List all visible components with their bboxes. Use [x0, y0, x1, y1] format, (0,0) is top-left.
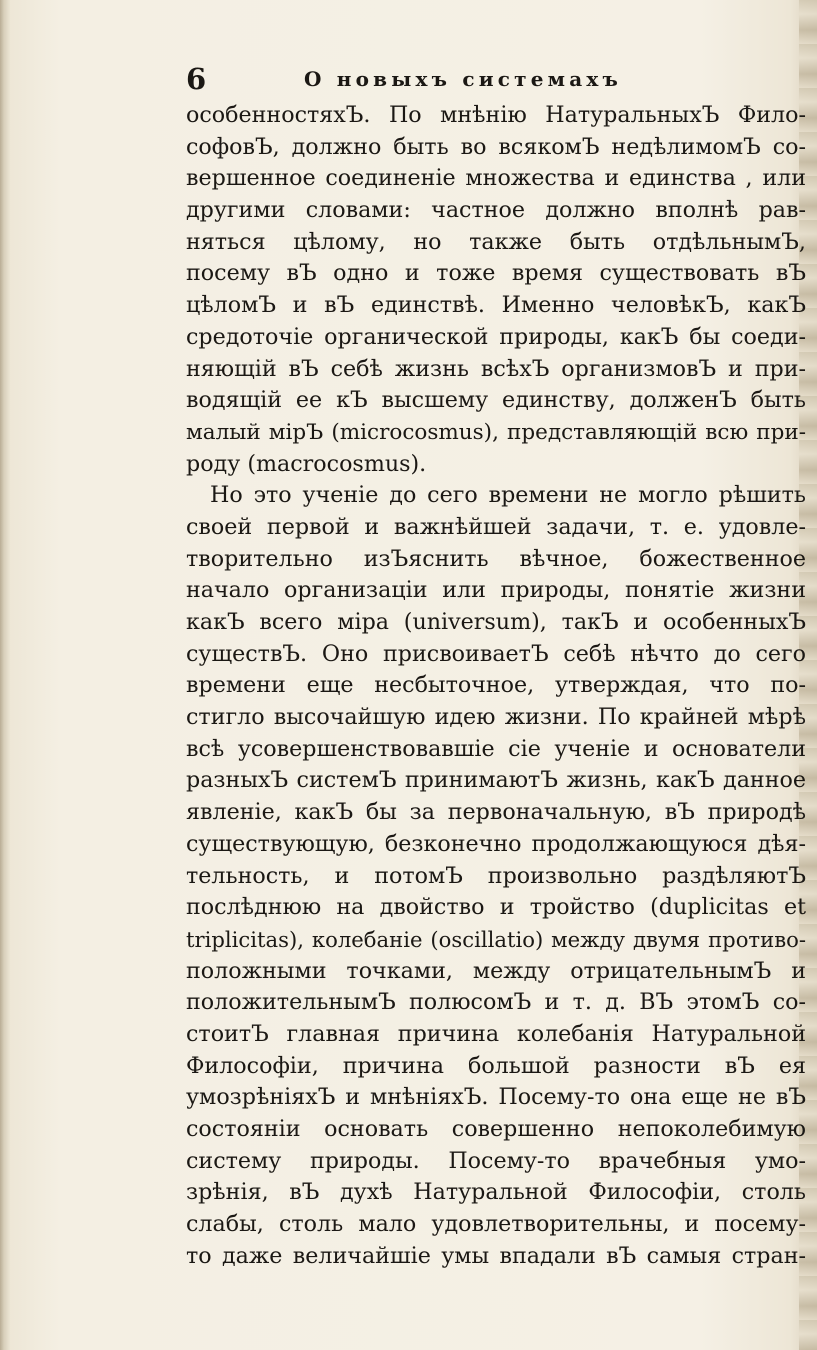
text-line: другими словами: частное должно вполнѣ рав- [186, 197, 806, 224]
page-gutter-shadow [0, 0, 10, 1350]
text-line: стигло высочайшую идею жизни. По крайней мѣрѣ [186, 704, 806, 731]
running-title: О новыхъ системахъ [304, 67, 623, 91]
text-line: triplicitas), колебаніе (oscillatio) между двумя противо- [186, 926, 806, 952]
text-line: цѣломЪ и вЪ единствѣ. Именно человѣкЪ, какЪ [186, 292, 806, 319]
text-line: состояніи основать совершенно непоколебимую [186, 1116, 806, 1142]
text-line: няться цѣлому, но также быть отдѣльнымЪ, [186, 228, 806, 255]
text-line: слабы, столь мало удовлетворительны, и посему- [186, 1211, 806, 1238]
text-line: существующую, безконечно продолжающуюся дѣя- [186, 830, 806, 857]
text-line: особенностяхЪ. По мнѣнію НатуральныхЪ Фило- [186, 102, 806, 128]
text-line: какЪ всего міра (universum), такЪ и особенныхЪ [186, 609, 806, 635]
text-line: средоточіе органической природы, какЪ бы соеди- [186, 323, 806, 350]
text-line: существЪ. Оно присвоиваетЪ себѣ нѣчто до сего [186, 640, 806, 667]
body-text [186, 100, 806, 1272]
paragraph-first-line: Но это ученіе до сего времени не могло рѣшить [210, 482, 806, 509]
text-line: систему природы. Посему-то врачебныя умо- [186, 1147, 806, 1174]
text-line: послѣднюю на двойство и тройство (duplicitas et [186, 894, 806, 921]
text-line: няющій вЪ себѣ жизнь всѣхЪ организмовЪ и при- [186, 355, 806, 382]
text-line: стоитЪ главная причина колебанія Натуральной [186, 1020, 806, 1047]
text-line: времени еще несбыточное, утверждая, что по- [186, 672, 806, 699]
text-line: роду (macrocosmus). [186, 450, 427, 477]
text-line: водящій ее кЪ высшему единству, долженЪ быть [186, 387, 806, 414]
text-line: положительнымЪ полюсомЪ и т. д. ВЪ этомЪ со- [186, 989, 806, 1016]
text-line: своей первой и важнѣйшей задачи, т. е. удовле- [186, 513, 806, 540]
text-line: умозрѣніяхЪ и мнѣніяхЪ. Посему-то она еще не вЪ [186, 1084, 806, 1111]
text-line: начало организаціи или природы, понятіе жизни [186, 577, 806, 604]
text-line: софовЪ, должно быть во всякомЪ недѣлимомЪ со- [186, 133, 806, 160]
text-line: посему вЪ одно и тоже время существовать вЪ [186, 260, 806, 287]
text-line: положными точками, между отрицательнымЪ и [186, 957, 806, 984]
text-line: всѣ усовершенствовавшіе сіе ученіе и основатели [186, 735, 806, 762]
text-line: творительно изЪяснить вѣчное, божественное [186, 545, 806, 572]
text-line: тельность, и потомЪ произвольно раздѣляютЪ [186, 862, 806, 889]
text-line: зрѣнія, вЪ духѣ Натуральной Философіи, столь [186, 1179, 806, 1206]
text-line: то даже величайшіе умы впадали вЪ самыя стран- [186, 1242, 806, 1269]
text-line: разныхЪ системЪ принимаютЪ жизнь, какЪ данное [186, 767, 806, 794]
text-line: малый мірЪ (microcosmus), представляющій всю при- [186, 419, 806, 445]
text-line: вершенное соединеніе множества и единства , или [186, 165, 806, 192]
running-header [186, 62, 706, 96]
page-number: 6 [186, 62, 207, 96]
text-line: явленіе, какЪ бы за первоначальную, вЪ природѣ [186, 799, 806, 826]
text-line: Философіи, причина большой разности вЪ ея [186, 1052, 806, 1079]
